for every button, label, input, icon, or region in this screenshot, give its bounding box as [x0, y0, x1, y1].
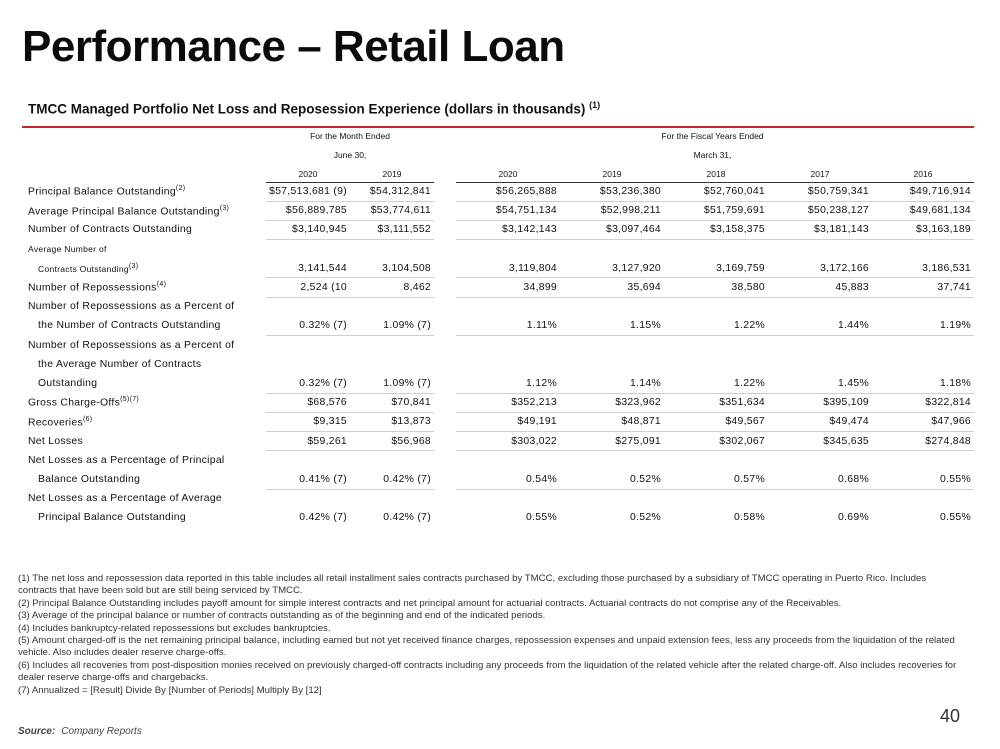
row-label-text: Net Losses as a Percentage of Principal	[28, 454, 225, 466]
row-label	[22, 412, 266, 431]
table-cell	[768, 240, 872, 259]
column-gap	[434, 316, 456, 335]
row-label	[22, 489, 266, 508]
table-cell: 1.45%	[838, 377, 869, 389]
table-cell: 3,169,759	[716, 262, 765, 274]
table-cell: 1.15%	[630, 320, 661, 332]
row-label-text: Principal Balance Outstanding	[28, 186, 176, 198]
title-divider	[22, 126, 974, 128]
table-cell	[560, 489, 664, 508]
column-gap	[434, 240, 456, 259]
source-label: Source:	[18, 726, 56, 737]
footnote: (5) Amount charged-off is the net remaining principal balance, including earned but not yet received finance charges, repossession expenses and unpaid extension fees, less any proceeds from the liquidation of the related vehicle. Also includes dealer reserve charge-offs.	[18, 635, 955, 659]
footnote: (4) Includes bankruptcy-related repossessions but excludes bankruptcies.	[18, 622, 331, 634]
fiscal-group-header-line1: For the Fiscal Years Ended	[661, 131, 764, 141]
table-cell: 3,119,804	[508, 262, 557, 274]
label-header	[22, 166, 266, 182]
column-gap	[434, 201, 456, 220]
table-row	[22, 297, 974, 316]
row-label	[22, 201, 266, 220]
table-cell	[266, 355, 350, 374]
table-cell: $49,681,134	[872, 201, 974, 220]
year-header: 2019	[350, 166, 434, 182]
table-cell	[664, 451, 768, 470]
table-cell: $47,966	[872, 412, 974, 431]
table-cell: $52,998,211	[560, 201, 664, 220]
table-cell: 1.19%	[940, 320, 971, 332]
table-row	[22, 336, 974, 355]
table-cell: 0.52%	[630, 473, 661, 485]
table-cell: 37,741	[872, 278, 974, 297]
table-cell	[664, 240, 768, 259]
table-row	[22, 220, 974, 239]
table-cell	[350, 489, 434, 508]
row-label-text: Contracts Outstanding	[38, 263, 129, 274]
column-gap	[434, 220, 456, 239]
subtitle-footnote-ref: (1)	[589, 100, 601, 110]
table-cell: 3,186,531	[922, 262, 971, 274]
table-cell	[768, 297, 872, 316]
row-label	[22, 220, 266, 239]
net-loss-repossession-table	[22, 166, 974, 527]
table-cell	[872, 489, 974, 508]
row-label	[22, 240, 266, 259]
subtitle-text: TMCC Managed Portfolio Net Loss and Reposession Experience (dollars in thousands)	[28, 101, 586, 117]
row-label	[22, 355, 266, 374]
table-cell	[350, 355, 434, 374]
table-cell: 3,172,166	[820, 262, 869, 274]
table-cell	[664, 336, 768, 355]
footnote: (2) Principal Balance Outstanding includes payoff amount for simple interest contracts and net principal amount for actuarial contracts. Actuarial contracts do not comprise any of the Receivables.	[18, 597, 842, 609]
table-cell	[664, 489, 768, 508]
row-label	[22, 316, 266, 335]
column-gap	[434, 431, 456, 450]
table-cell	[350, 336, 434, 355]
table-cell	[456, 489, 560, 508]
year-header: 2017	[768, 166, 872, 182]
page-title: Performance – Retail Loan	[22, 22, 565, 71]
table-cell	[456, 240, 560, 259]
row-label-text: Average Principal Balance Outstanding	[28, 206, 220, 218]
year-header: 2018	[664, 166, 768, 182]
table-cell: 2,524 (10	[266, 278, 350, 297]
table-cell: 0.32% (7)	[299, 377, 347, 389]
footnote: (3) Average of the principal balance or number of contracts outstanding as of the beginning and end of the indicated periods.	[18, 610, 546, 622]
table-row	[22, 259, 974, 278]
table-cell: $13,873	[350, 412, 434, 431]
table-cell: $351,634	[664, 393, 768, 412]
row-label-text: Net Losses as a Percentage of Average	[28, 493, 223, 505]
row-label	[22, 393, 266, 412]
table-cell: 1.11%	[526, 320, 557, 332]
table-cell: $51,759,691	[664, 201, 768, 220]
table-cell: $49,474	[768, 412, 872, 431]
table-cell: 0.57%	[734, 473, 765, 485]
table-row	[22, 412, 974, 431]
year-header: 2019	[560, 166, 664, 182]
table-cell	[768, 336, 872, 355]
table-cell: 1.44%	[838, 320, 869, 332]
table-cell: $56,968	[350, 431, 434, 450]
table-cell: $3,158,375	[664, 220, 768, 239]
table-cell: 1.22%	[734, 377, 765, 389]
table-cell	[560, 240, 664, 259]
table-cell	[266, 336, 350, 355]
row-label-text: Number of Repossessions as a Percent of	[28, 301, 235, 313]
table-cell: $3,111,552	[350, 220, 434, 239]
table-cell: $322,814	[872, 393, 974, 412]
table-row	[22, 470, 974, 489]
table-cell: 38,580	[664, 278, 768, 297]
column-gap	[434, 451, 456, 470]
row-label-text: Recoveries	[28, 417, 83, 429]
table-cell	[266, 489, 350, 508]
table-cell: $50,238,127	[768, 201, 872, 220]
gap-header	[434, 166, 456, 182]
table-cell	[768, 451, 872, 470]
row-label-text: Net Losses	[28, 435, 83, 447]
table-row	[22, 374, 974, 393]
year-header: 2020	[456, 166, 560, 182]
row-label	[22, 259, 266, 278]
table-cell	[266, 297, 350, 316]
table-cell	[560, 451, 664, 470]
table-cell: $70,841	[350, 393, 434, 412]
table-body	[22, 182, 974, 527]
table-cell: $352,213	[456, 393, 560, 412]
table-cell	[456, 297, 560, 316]
table-cell: $48,871	[560, 412, 664, 431]
column-gap	[434, 297, 456, 316]
table-cell: $345,635	[768, 431, 872, 450]
table-cell	[768, 355, 872, 374]
table-cell: 0.55%	[526, 512, 557, 524]
table-cell: $3,142,143	[456, 220, 560, 239]
table-row	[22, 393, 974, 412]
table-cell: $3,181,143	[768, 220, 872, 239]
table-cell: $395,109	[768, 393, 872, 412]
page-number: 40	[939, 706, 960, 726]
column-gap	[434, 374, 456, 393]
table-cell: $49,567	[664, 412, 768, 431]
row-label-text: Principal Balance Outstanding	[38, 512, 186, 524]
table-cell: $53,236,380	[560, 182, 664, 201]
footnote: (1) The net loss and repossession data reported in this table includes all retail installment sales contracts purchased by TMCC, excluding those purchased by a subsidiary of TMCC operating in Puerto Rico. Includes contracts that have been sold but are still being serviced by TMCC.	[18, 573, 927, 597]
table-cell	[560, 297, 664, 316]
row-footnote-ref: (3)	[219, 204, 230, 212]
table-cell: 0.55%	[940, 512, 971, 524]
table-cell: $9,315	[266, 412, 350, 431]
table-cell: 0.41% (7)	[299, 473, 347, 485]
table-cell: $52,760,041	[664, 182, 768, 201]
column-gap	[434, 508, 456, 527]
table-cell: $323,962	[560, 393, 664, 412]
table-cell: $302,067	[664, 431, 768, 450]
row-footnote-ref: (5)(7)	[120, 396, 140, 404]
column-gap	[434, 336, 456, 355]
row-label-text: the Average Number of Contracts	[38, 358, 202, 370]
table-cell: 45,883	[768, 278, 872, 297]
row-label-text: Balance Outstanding	[38, 473, 141, 485]
table-cell	[560, 336, 664, 355]
row-label	[22, 451, 266, 470]
row-label-text: the Number of Contracts Outstanding	[38, 320, 221, 332]
table-cell: $53,774,611	[350, 201, 434, 220]
row-label	[22, 182, 266, 201]
row-label	[22, 278, 266, 297]
table-cell	[768, 489, 872, 508]
table-cell: $59,261	[266, 431, 350, 450]
table-cell	[350, 451, 434, 470]
row-footnote-ref: (6)	[82, 415, 93, 423]
table-cell: 3,141,544	[298, 262, 347, 274]
table-row	[22, 201, 974, 220]
row-label	[22, 431, 266, 450]
table-cell: 1.12%	[526, 377, 557, 389]
table-cell	[266, 451, 350, 470]
table-cell: 1.09% (7)	[383, 320, 431, 332]
table-cell	[350, 240, 434, 259]
table-cell: $274,848	[872, 431, 974, 450]
table-cell	[872, 240, 974, 259]
table-cell	[456, 355, 560, 374]
table-cell: $49,191	[456, 412, 560, 431]
table-cell: 35,694	[560, 278, 664, 297]
column-gap	[434, 489, 456, 508]
row-label	[22, 336, 266, 355]
table-cell: $3,140,945	[266, 220, 350, 239]
table-cell	[456, 336, 560, 355]
table-cell	[872, 355, 974, 374]
table-cell: 1.14%	[630, 377, 661, 389]
row-footnote-ref: (3)	[128, 262, 139, 270]
footnotes	[18, 573, 958, 697]
table-cell: 1.22%	[734, 320, 765, 332]
table-row	[22, 182, 974, 201]
table-cell: $3,097,464	[560, 220, 664, 239]
table-row	[22, 316, 974, 335]
table-cell	[456, 451, 560, 470]
table-cell: 0.54%	[526, 473, 557, 485]
row-label-text: Average Number of	[28, 244, 107, 255]
row-label-text: Number of Contracts Outstanding	[28, 224, 193, 236]
table-row	[22, 431, 974, 450]
table-row	[22, 489, 974, 508]
table-cell: 1.18%	[940, 377, 971, 389]
table-cell: $54,751,134	[456, 201, 560, 220]
table-cell: 0.55%	[940, 473, 971, 485]
row-label-text: Gross Charge-Offs	[28, 397, 121, 409]
table-row	[22, 278, 974, 297]
table-cell: 0.58%	[734, 512, 765, 524]
table-cell: 3,127,920	[612, 262, 661, 274]
table-cell: 0.32% (7)	[299, 320, 347, 332]
table-cell: 3,104,508	[382, 262, 431, 274]
table-cell: 0.52%	[630, 512, 661, 524]
table-cell: $57,513,681 (9)	[266, 182, 350, 201]
source-line	[18, 726, 142, 737]
column-gap	[434, 393, 456, 412]
table-cell: $54,312,841	[350, 182, 434, 201]
row-label-text: Outstanding	[38, 377, 98, 389]
table-cell	[872, 451, 974, 470]
table-cell: 0.42% (7)	[383, 512, 431, 524]
table-cell: 1.09% (7)	[383, 377, 431, 389]
table-cell: $56,889,785	[266, 201, 350, 220]
table-cell: 0.69%	[838, 512, 869, 524]
table-row	[22, 240, 974, 259]
fiscal-group-header-line2: March 31,	[693, 150, 732, 160]
table-subtitle	[28, 100, 600, 117]
table-cell	[872, 336, 974, 355]
table-cell: $275,091	[560, 431, 664, 450]
table-cell: $50,759,341	[768, 182, 872, 201]
month-group-header-line1: For the Month Ended	[310, 131, 390, 141]
table-cell: 0.68%	[838, 473, 869, 485]
year-header-row	[22, 166, 974, 182]
table-cell	[664, 297, 768, 316]
column-gap	[434, 355, 456, 374]
table-cell: $3,163,189	[872, 220, 974, 239]
table-cell: 8,462	[350, 278, 434, 297]
row-label-text: Number of Repossessions	[28, 282, 157, 294]
column-gap	[434, 470, 456, 489]
table-cell: $56,265,888	[456, 182, 560, 201]
row-footnote-ref: (2)	[175, 185, 186, 193]
table-cell: 0.42% (7)	[299, 512, 347, 524]
column-gap	[434, 182, 456, 201]
table-cell	[266, 240, 350, 259]
source-text: Company Reports	[61, 726, 142, 737]
row-label	[22, 508, 266, 527]
column-gap	[434, 278, 456, 297]
month-group-header-line2: June 30,	[333, 150, 367, 160]
year-header: 2020	[266, 166, 350, 182]
row-label-text: Number of Repossessions as a Percent of	[28, 339, 235, 351]
table-row	[22, 451, 974, 470]
table-cell	[664, 355, 768, 374]
table-cell: $68,576	[266, 393, 350, 412]
row-label	[22, 374, 266, 393]
column-gap	[434, 412, 456, 431]
table-cell: 0.42% (7)	[383, 473, 431, 485]
table-cell	[350, 297, 434, 316]
table-cell: $303,022	[456, 431, 560, 450]
table-cell	[872, 297, 974, 316]
table-cell	[560, 355, 664, 374]
table-row	[22, 355, 974, 374]
row-label	[22, 297, 266, 316]
row-label	[22, 470, 266, 489]
table-cell: $49,716,914	[872, 182, 974, 201]
column-gap	[434, 259, 456, 278]
row-footnote-ref: (4)	[156, 281, 167, 289]
table-row	[22, 508, 974, 527]
footnote: (7) Annualized = [Result] Divide By [Number of Periods] Multiply By [12]	[18, 684, 322, 696]
table-cell: 34,899	[456, 278, 560, 297]
year-header: 2016	[872, 166, 974, 182]
footnote: (6) Includes all recoveries from post-disposition monies received on previously charged-off contracts including any proceeds from the liquidation of the related vehicle after the related charge-off. Also includes recoveries for dealer reserve charge-offs and chargebacks.	[18, 659, 957, 684]
